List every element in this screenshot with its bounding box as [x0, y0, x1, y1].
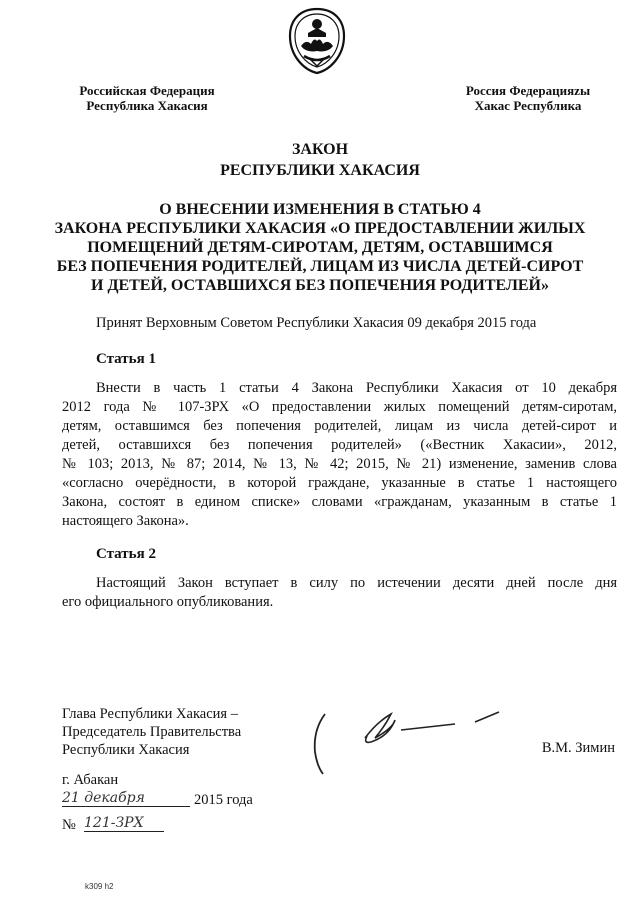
- article-2-line: Настоящий Закон вступает в силу по истечении десяти дней после дня: [96, 575, 617, 591]
- place-of-signing: г. Абакан: [62, 772, 119, 788]
- subject-line-3: ПОМЕЩЕНИЙ ДЕТЯМ-СИРОТАМ, ДЕТЯМ, ОСТАВШИМСЯ: [87, 239, 553, 256]
- header-left-block: [62, 83, 232, 113]
- subject-line-5: И ДЕТЕЙ, ОСТАВШИХСЯ БЕЗ ПОПЕЧЕНИЯ РОДИТЕЛЕЙ»: [91, 277, 549, 294]
- signing-date: [62, 792, 312, 814]
- article-1-line: Внести в часть 1 статьи 4 Закона Республики Хакасия от 10 декабря: [96, 380, 617, 396]
- article-2-text: [62, 574, 617, 612]
- article-1-line: детей, оставшихся без попечения родителей» («Вестник Хакасии», 2012,: [62, 437, 617, 453]
- signatory-position: [62, 705, 302, 759]
- article-1-line: настоящего Закона».: [62, 513, 189, 529]
- article-1-heading: Статья 1: [96, 351, 156, 367]
- date-year: 2015 года: [194, 792, 253, 808]
- signatory-position-line: Республики Хакасия: [62, 742, 190, 758]
- adoption-statement: Принят Верховным Советом Республики Хакасия 09 декабря 2015 года: [96, 315, 537, 331]
- law-number: [62, 815, 212, 839]
- law-title-line-2: РЕСПУБЛИКИ ХАКАСИЯ: [220, 162, 420, 179]
- article-2-heading: Статья 2: [96, 546, 156, 562]
- article-2-line: его официального опубликования.: [62, 594, 274, 610]
- handwritten-law-number: 121-ЗРХ: [84, 815, 164, 832]
- header-right-line-1: Россия Федерацияzы: [465, 83, 591, 98]
- article-1-line: детям, оставшимся без попечения родителей, лицам из числа детей-сирот и: [62, 418, 617, 434]
- coat-of-arms-emblem: [286, 6, 348, 76]
- number-sign: №: [62, 817, 76, 833]
- header-right-line-2: Хакас Республика: [474, 98, 582, 113]
- article-1-line: «согласно очерёдности, в которой граждане, указанные в статье 1 настоящего: [62, 475, 617, 491]
- handwritten-date: 21 декабря: [62, 790, 190, 807]
- document-code: k309 h2: [85, 882, 114, 891]
- header-left-line-1: Российская Федерация: [79, 83, 215, 98]
- subject-line-1: О ВНЕСЕНИИ ИЗМЕНЕНИЯ В СТАТЬЮ 4: [159, 201, 481, 218]
- article-1-line: Закона, состоят в едином списке» словами «гражданам, указанным в статье 1: [62, 494, 617, 510]
- law-title-line-1: ЗАКОН: [291, 141, 349, 158]
- law-subject: [40, 200, 600, 295]
- subject-line-2: ЗАКОНА РЕСПУБЛИКИ ХАКАСИЯ «О ПРЕДОСТАВЛЕНИИ ЖИЛЫХ: [54, 220, 586, 237]
- header-right-block: [448, 83, 608, 113]
- handwritten-signature: [305, 700, 515, 780]
- article-1-text: [62, 379, 617, 531]
- signatory-position-line: Председатель Правительства: [62, 724, 242, 740]
- article-1-line: № 103; 2013, № 87; 2014, № 13, № 42; 2015, № 21) изменение, заменив слова: [62, 456, 617, 472]
- header-left-line-2: Республика Хакасия: [86, 98, 208, 113]
- subject-line-4: БЕЗ ПОПЕЧЕНИЯ РОДИТЕЛЕЙ, ЛИЦАМ ИЗ ЧИСЛА ДЕТЕЙ-СИРОТ: [56, 258, 584, 275]
- signatory-position-line: Глава Республики Хакасия –: [62, 706, 238, 722]
- article-1-line: 2012 года № 107-ЗРХ «О предоставлении жилых помещений детям-сиротам,: [62, 399, 617, 415]
- signatory-name: В.М. Зимин: [541, 740, 615, 756]
